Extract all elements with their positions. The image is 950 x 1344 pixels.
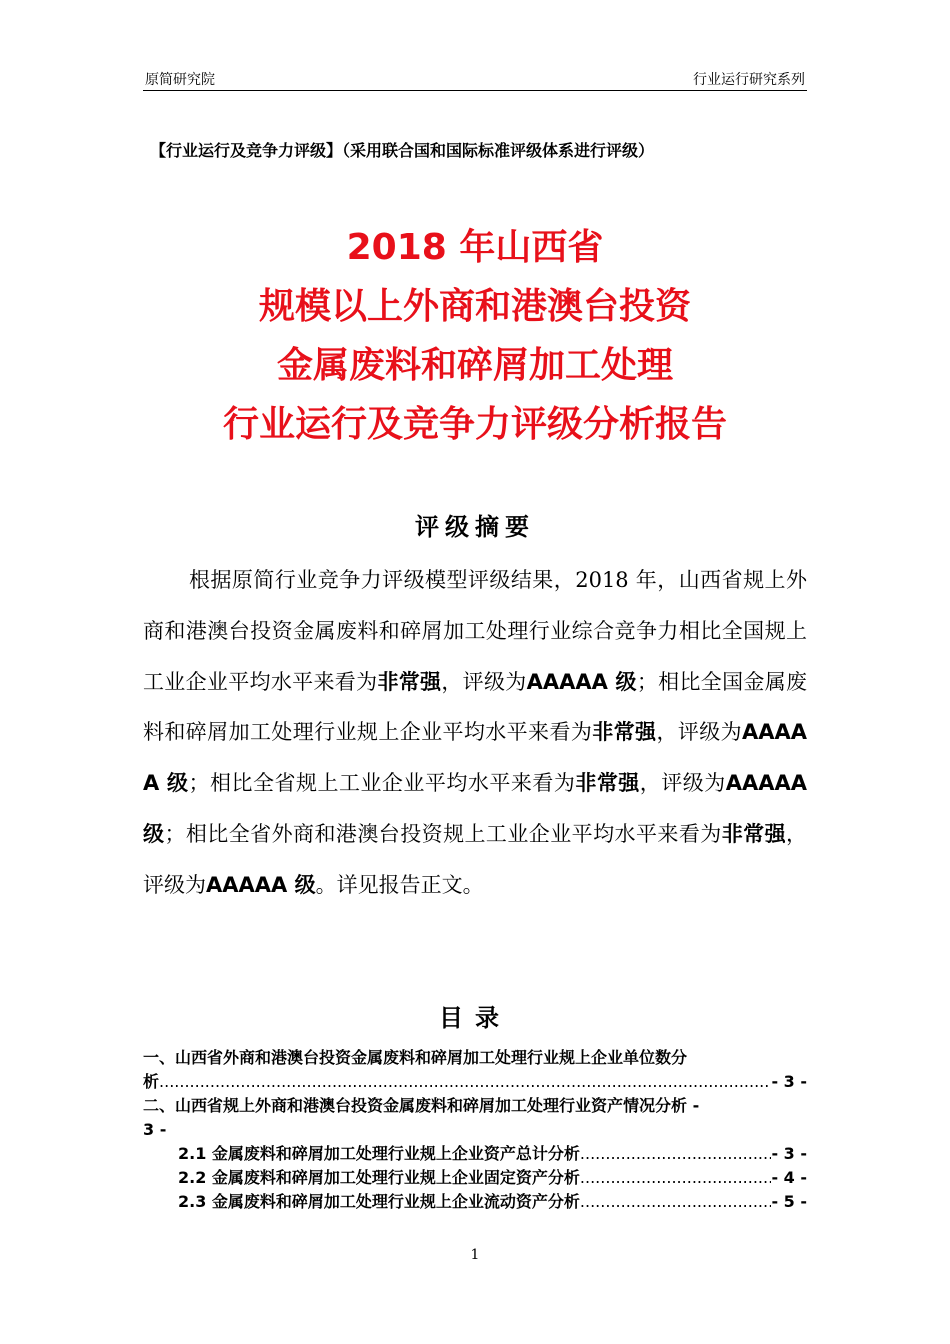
summary-text: ，评级为: [143, 821, 808, 897]
toc-entry-1[interactable]: [143, 1046, 807, 1094]
summary-text: ，评级为: [639, 771, 726, 796]
title-line-1: 2018 年山西省: [346, 227, 604, 268]
summary-text: ；相比全省外商和港澳台投资规上工业企业平均水平来看为: [164, 821, 722, 846]
toc-leader-dots: [580, 1190, 772, 1214]
toc-leader-dots: [580, 1142, 772, 1166]
toc-entry-2-2[interactable]: [143, 1166, 807, 1190]
header-org-name: 原简研究院: [145, 72, 215, 88]
rating-strength: 非常强: [575, 771, 640, 796]
toc-page-number: - 3 -: [771, 1072, 807, 1091]
page-header: [143, 64, 807, 91]
toc-page-number: 3 -: [143, 1120, 167, 1139]
rating-grade: AAAAA 级: [526, 669, 637, 694]
title-line-3: 金属废料和碎屑加工处理: [276, 345, 673, 386]
toc-entry-2-3[interactable]: [143, 1190, 807, 1214]
toc-entry-title: 二、山西省规上外商和港澳台投资金属废料和碎屑加工处理行业资产情况分析 -: [143, 1096, 700, 1115]
toc-leader-dots: [159, 1070, 771, 1094]
page-number: 1: [470, 1247, 480, 1263]
toc-entry-title-cont: 析: [143, 1072, 160, 1091]
toc-entry-title: 2.1 金属废料和碎屑加工处理行业规上企业资产总计分析: [178, 1144, 580, 1163]
toc-entry-title: 一、山西省外商和港澳台投资金属废料和碎屑加工处理行业规上企业单位数分: [143, 1048, 688, 1067]
toc-leader-dots: [580, 1166, 772, 1190]
header-series-name: 行业运行研究系列: [693, 72, 805, 88]
toc-heading: 目录: [439, 1004, 511, 1032]
rating-grade: AAAAA 级: [143, 771, 808, 846]
rating-strength: 非常强: [592, 720, 657, 745]
summary-text: 。详见报告正文。: [315, 872, 484, 897]
summary-text: ，评级为: [656, 720, 743, 745]
title-line-2: 规模以上外商和港澳台投资: [258, 286, 691, 327]
title-line-4: 行业运行及竞争力评级分析报告: [222, 404, 727, 445]
report-title: [0, 218, 950, 454]
table-of-contents: [143, 1046, 807, 1214]
toc-page-number: - 5 -: [771, 1192, 807, 1211]
rating-note: 【行业运行及竞争力评级】（采用联合国和国际标准评级体系进行评级）: [150, 141, 655, 160]
toc-entry-title: 2.2 金属废料和碎屑加工处理行业规上企业固定资产分析: [178, 1168, 580, 1187]
summary-text: ，评级为: [441, 669, 527, 694]
summary-paragraph: [143, 555, 807, 911]
rating-grade: AAAAA 级: [206, 872, 316, 897]
summary-heading: 评级摘要: [415, 513, 535, 541]
toc-page-number: - 4 -: [771, 1168, 807, 1187]
rating-strength: 非常强: [721, 821, 787, 846]
toc-entry-2-1[interactable]: [143, 1142, 807, 1166]
rating-grade: AAAAA 级: [143, 720, 808, 796]
toc-entry-title: 2.3 金属废料和碎屑加工处理行业规上企业流动资产分析: [178, 1192, 580, 1211]
summary-text: 根据原简行业竞争力评级模型评级结果，2018 年，山西省规上外商和港澳台投资金属废料和碎屑加工处理行业综合竞争力相比全国规上工业企业平均水平来看为: [143, 568, 807, 694]
rating-strength: 非常强: [377, 669, 442, 694]
summary-text: ；相比全国金属废料和碎屑加工处理行业规上企业平均水平来看为: [143, 669, 808, 745]
summary-text: ；相比全省规上工业企业平均水平来看为: [188, 771, 576, 796]
toc-page-number: - 3 -: [771, 1144, 807, 1163]
toc-entry-2[interactable]: [143, 1094, 807, 1142]
